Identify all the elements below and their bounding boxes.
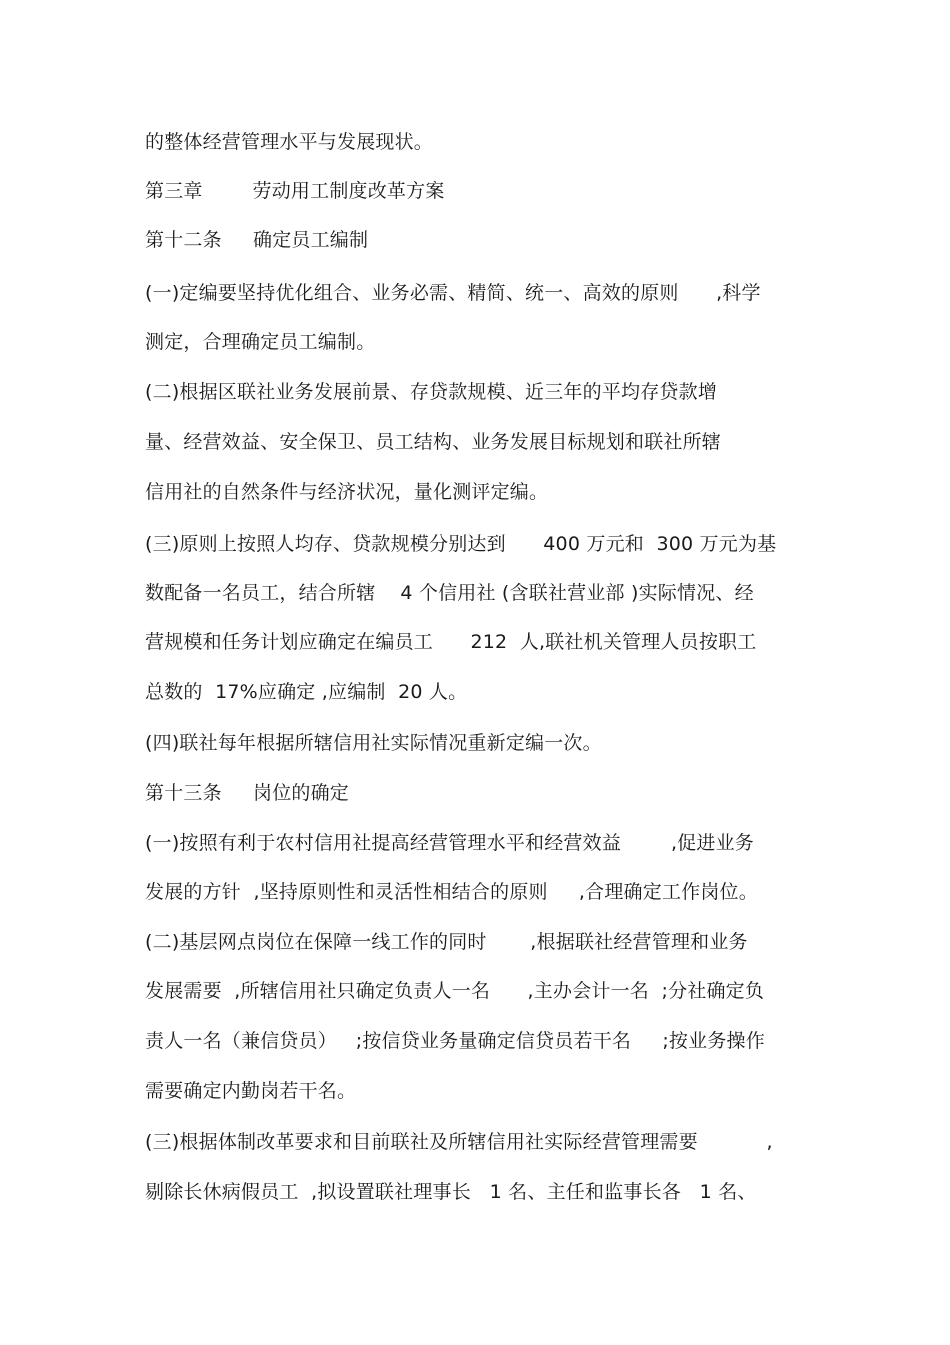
text-line: 发展的方针 ,坚持原则性和灵活性相结合的原则 ,合理确定工作岗位。 [145, 881, 758, 903]
text-line: (四)联社每年根据所辖信用社实际情况重新定编一次。 [145, 732, 602, 754]
text-line: 量、经营效益、安全保卫、员工结构、业务发展目标规划和联社所辖 [145, 431, 722, 453]
text-line: 营规模和任务计划应确定在编员工 212 人,联社机关管理人员按职工 [145, 631, 757, 653]
text-line: (二)基层网点岗位在保障一线工作的同时 ,根据联社经营管理和业务 [145, 931, 748, 953]
text-line: 责人一名（兼信贷员） ;按信贷业务量确定信贷员若干名 ;按业务操作 [145, 1030, 765, 1052]
text-line: 需要确定内勤岗若干名。 [145, 1080, 357, 1102]
article-heading: 第十二条 确定员工编制 [145, 229, 369, 251]
text-line: (三)原则上按照人均存、贷款规模分别达到 400 万元和 300 万元为基 [145, 533, 777, 555]
text-line: (一)定编要坚持优化组合、业务必需、精简、统一、高效的原则 ,科学 [145, 282, 761, 304]
text-line: 发展需要 ,所辖信用社只确定负责人一名 ,主办会计一名 ;分社确定负 [145, 980, 765, 1002]
text-line: (二)根据区联社业务发展前景、存贷款规模、近三年的平均存贷款增 [145, 381, 718, 403]
text-line: 总数的 17%应确定 ,应编制 20 人。 [145, 681, 468, 703]
text-line: 信用社的自然条件与经济状况，量化测评定编。 [145, 481, 549, 503]
article-heading: 第十三条 岗位的确定 [145, 782, 349, 804]
text-line: (一)按照有利于农村信用社提高经营管理水平和经营效益 ,促进业务 [145, 832, 754, 854]
chapter-heading: 第三章 劳动用工制度改革方案 [145, 180, 445, 202]
text-line: 剔除长休病假员工 ,拟设置联社理事长 1 名、主任和监事长各 1 名、 [145, 1181, 757, 1203]
text-line: 的整体经营管理水平与发展现状。 [145, 131, 434, 153]
text-line: 测定，合理确定员工编制。 [145, 331, 376, 353]
text-line: 数配备一名员工，结合所辖 4 个信用社 (含联社营业部 )实际情况、经 [145, 582, 754, 604]
text-line: (三)根据体制改革要求和目前联社及所辖信用社实际经营管理需要 , [145, 1131, 773, 1153]
